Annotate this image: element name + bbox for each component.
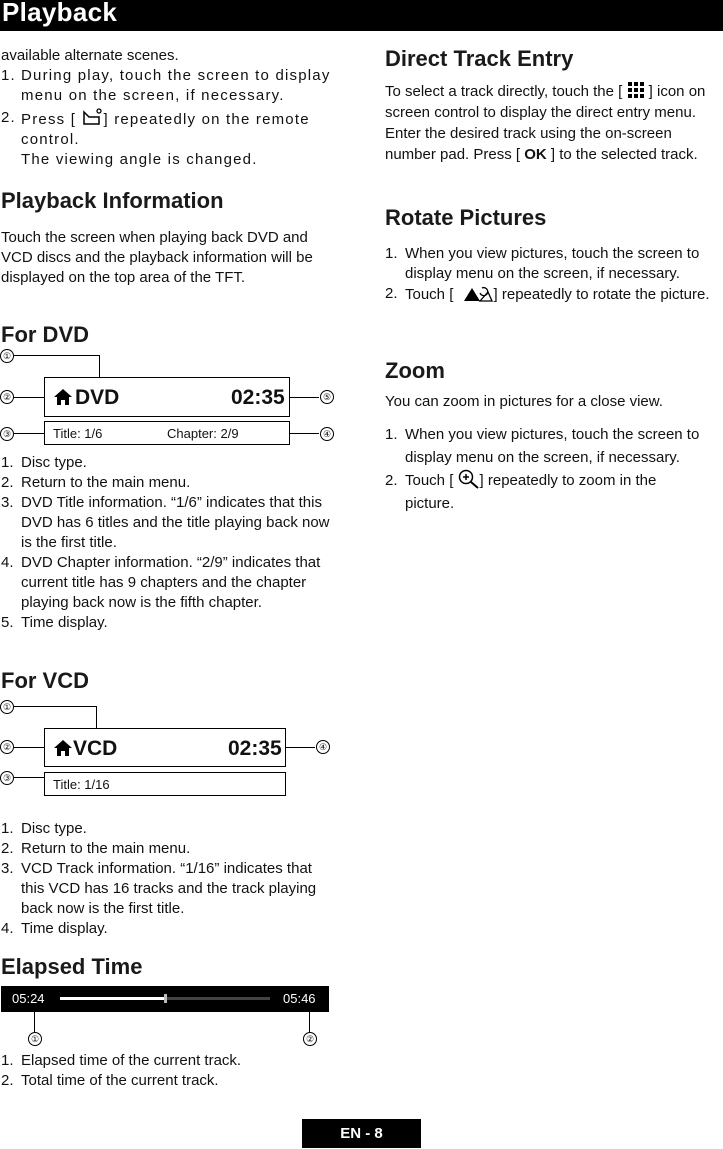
vcd-disc-type: VCD (73, 737, 118, 760)
callout-line (14, 355, 99, 356)
callout-line (14, 433, 44, 434)
intro-text: available alternate scenes. (1, 47, 179, 64)
vcd-heading: For VCD (1, 668, 89, 693)
list-item: 1. When you view pictures, touch the screen to display menu on the screen, if necessary. (385, 245, 700, 282)
callout-line (285, 747, 315, 748)
dvd-title-info: Title: 1/6 (53, 426, 103, 441)
list-item: 2. Press [ ] repeatedly on the remote control. The viewing angle is changed. (1, 109, 310, 168)
callout-line (99, 355, 100, 377)
progress-knob (164, 994, 167, 1003)
callout-line (14, 706, 96, 707)
progress-track (60, 997, 270, 1000)
ok-key-label: OK (524, 146, 547, 163)
marker-2: ② (0, 390, 14, 404)
dvd-items (1, 453, 331, 633)
dvd-time: 02:35 (231, 386, 285, 409)
callout-line (289, 433, 319, 434)
list-item: 1. Elapsed time of the current track. (1, 1052, 242, 1069)
angle-steps (1, 66, 341, 170)
dvd-chapter-info: Chapter: 2/9 (167, 426, 239, 441)
dvd-info-bar (44, 377, 290, 417)
vcd-time: 02:35 (228, 737, 282, 760)
callout-line (309, 1012, 310, 1032)
rotate-icon (458, 284, 494, 302)
marker-1: ① (28, 1032, 42, 1046)
callout-line (14, 777, 44, 778)
callout-line (96, 706, 97, 729)
zoom-text: You can zoom in pictures for a close view. (385, 393, 663, 410)
list-item: 2. Return to the main menu. (1, 840, 191, 857)
page-number: EN - 8 (302, 1119, 421, 1148)
rotate-heading: Rotate Pictures (385, 205, 547, 230)
list-item: 2. Return to the main menu. (1, 474, 191, 491)
progress-fill (60, 997, 165, 1000)
marker-2: ② (303, 1032, 317, 1046)
vcd-title-info: Title: 1/16 (53, 777, 110, 792)
list-item: 1. Disc type. (1, 820, 87, 837)
home-icon (53, 388, 73, 411)
zoom-in-icon (458, 469, 480, 489)
list-item: 1. During play, touch the screen to display menu on the screen, if necessary. (1, 67, 331, 104)
dvd-heading: For DVD (1, 322, 89, 347)
marker-3: ③ (0, 771, 14, 785)
marker-1: ① (0, 700, 14, 714)
zoom-heading: Zoom (385, 358, 445, 383)
list-item: 5. Time display. (1, 614, 108, 631)
page-header (0, 0, 723, 31)
elapsed-items (1, 1051, 331, 1091)
list-item: 3. VCD Track information. “1/16” indicates that this VCD has 16 tracks and the track playing back now is the first title. (1, 860, 317, 917)
vcd-items (1, 819, 331, 939)
elapsed-bar (1, 986, 329, 1012)
list-item: 4. Time display. (1, 920, 108, 937)
marker-4: ④ (316, 740, 330, 754)
playback-info-heading: Playback Information (1, 188, 224, 213)
list-item: 1. Disc type. (1, 454, 87, 471)
callout-line (14, 397, 44, 398)
rotate-items (385, 244, 715, 305)
zoom-items (385, 423, 705, 515)
list-item: 3. DVD Title information. “1/6” indicates that this DVD has 6 titles and the title playing back now is the first title. (1, 494, 330, 551)
list-item: 2. Touch [ ] repeatedly to zoom in the picture. (385, 469, 705, 515)
total-time: 05:46 (283, 991, 316, 1006)
direct-entry-heading: Direct Track Entry (385, 46, 574, 71)
list-item: 4. DVD Chapter information. “2/9” indicates that current title has 9 chapters and the chapter playing back now is the fifth chapter. (1, 554, 321, 611)
vcd-title-bar (44, 772, 286, 796)
marker-2: ② (0, 740, 14, 754)
list-item: 2. Total time of the current track. (1, 1072, 219, 1089)
list-item: 2. Touch [ ] repeatedly to rotate the picture. (385, 285, 710, 303)
callout-line (14, 747, 44, 748)
dvd-disc-type: DVD (75, 386, 120, 409)
direct-entry-text: To select a track directly, touch the [ ] icon on screen control to display the direct entry menu. Enter the desired track using the on-screen number pad. Press [ OK ] to the selected track. (385, 83, 706, 163)
home-icon (53, 739, 73, 762)
angle-icon (81, 108, 103, 126)
callout-line (34, 1012, 35, 1032)
elapsed-heading: Elapsed Time (1, 954, 143, 979)
marker-5: ⑤ (320, 390, 334, 404)
marker-1: ① (0, 349, 14, 363)
marker-3: ③ (0, 427, 14, 441)
vcd-info-bar (44, 728, 286, 767)
list-item: 1. When you view pictures, touch the screen to display menu on the screen, if necessary. (385, 426, 700, 466)
playback-info-text: Touch the screen when playing back DVD and VCD discs and the playback information will be displayed on the top area of the TFT. (1, 229, 313, 286)
callout-line (289, 397, 319, 398)
elapsed-time: 05:24 (12, 991, 45, 1006)
marker-4: ④ (320, 427, 334, 441)
dvd-title-bar (44, 421, 290, 445)
page-title: Playback (2, 0, 118, 27)
keypad-icon (627, 81, 645, 99)
